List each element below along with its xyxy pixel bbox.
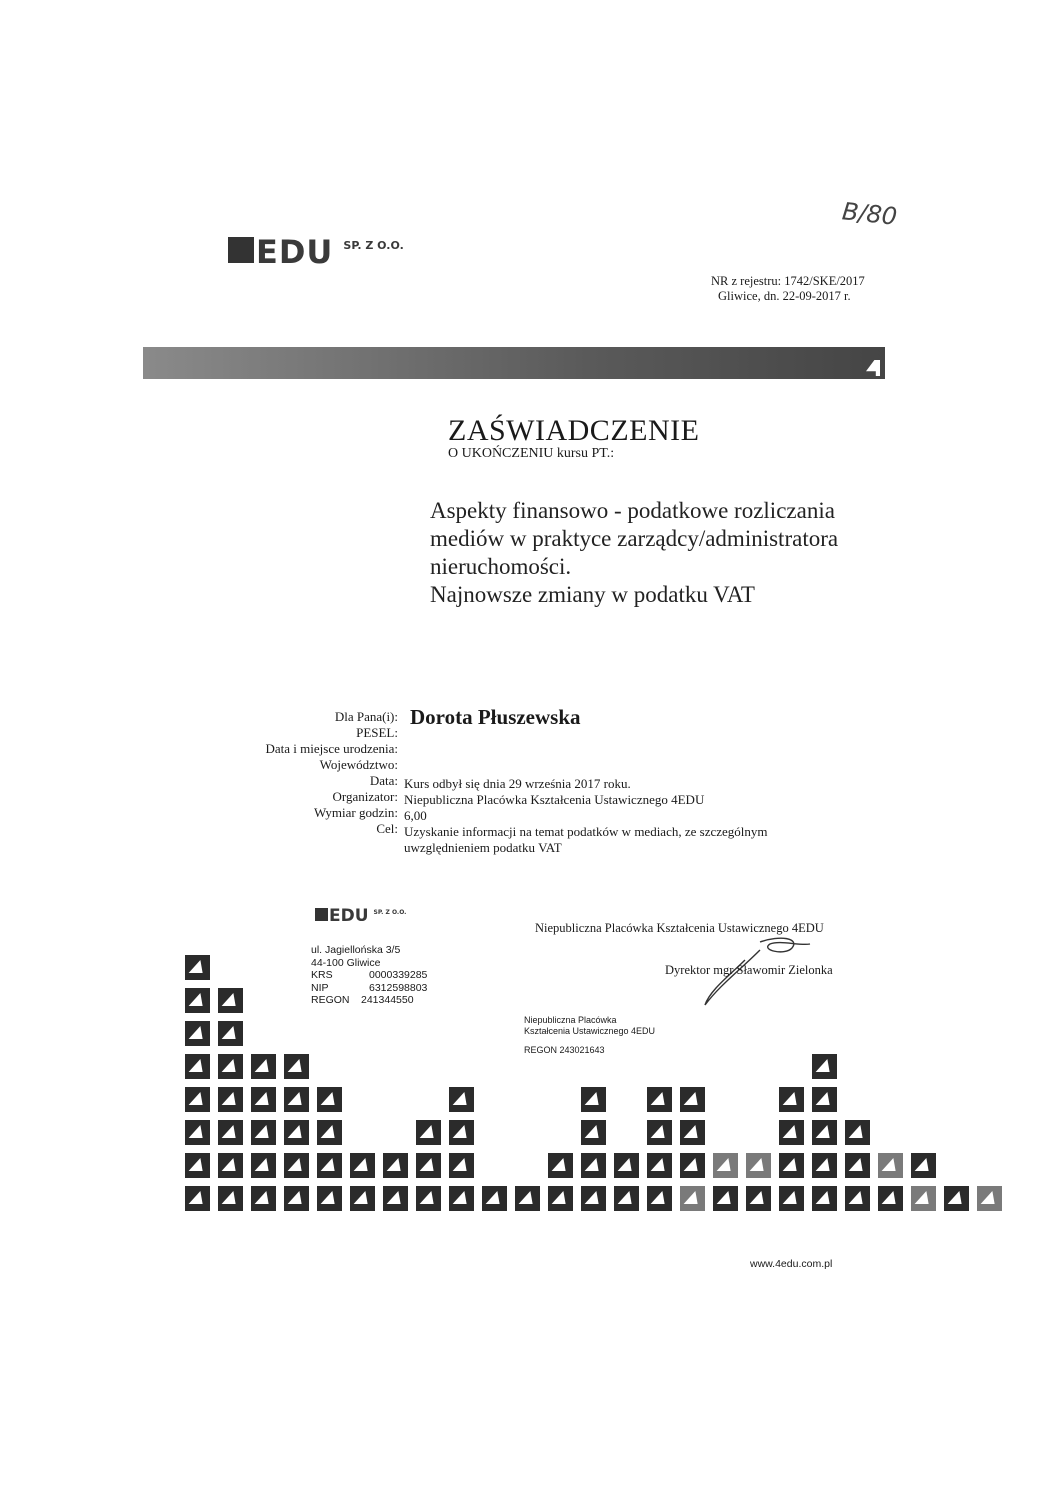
website: www.4edu.com.pl: [750, 1258, 833, 1270]
stamp-line1: Niepubliczna Placówka: [524, 1015, 617, 1025]
tile-icon: [647, 1087, 672, 1112]
tile-icon: [779, 1153, 804, 1178]
tile-icon: [185, 1186, 210, 1211]
label-organizer: Organizator:: [332, 789, 398, 804]
tile-icon: [779, 1120, 804, 1145]
tile-icon: [680, 1186, 705, 1211]
tile-icon: [614, 1153, 639, 1178]
label-voivodeship: Województwo:: [319, 757, 398, 772]
logo-text: EDU: [256, 233, 334, 271]
field-labels: [266, 709, 398, 837]
tile-icon: [218, 1186, 243, 1211]
tile-icon: [284, 1186, 309, 1211]
tile-icon: [416, 1153, 441, 1178]
tile-icon: [977, 1186, 1002, 1211]
tile-icon: [317, 1087, 342, 1112]
tile-icon: [350, 1186, 375, 1211]
tile-icon: [812, 1186, 837, 1211]
footer-logo: [315, 906, 406, 926]
nip-row: [311, 982, 427, 995]
tile-icon: [185, 1021, 210, 1046]
tile-icon: [350, 1153, 375, 1178]
tile-icon: [713, 1186, 738, 1211]
certificate-title: ZAŚWIADCZENIE: [448, 414, 700, 447]
company-logo: [228, 233, 404, 271]
tile-icon: [383, 1186, 408, 1211]
tile-icon: [284, 1120, 309, 1145]
tile-icon: [317, 1186, 342, 1211]
value-hours: 6,00: [404, 808, 427, 823]
tile-icon: [416, 1120, 441, 1145]
tile-icon: [251, 1153, 276, 1178]
footer-logo-text: EDU: [329, 906, 369, 926]
tile-icon: [251, 1120, 276, 1145]
tile-icon: [581, 1153, 606, 1178]
tile-icon: [284, 1087, 309, 1112]
tile-icon: [944, 1186, 969, 1211]
nip-label: NIP: [311, 981, 329, 994]
institution-name: Niepubliczna Placówka Kształcenia Ustawicznego 4EDU: [535, 921, 824, 935]
tile-icon: [680, 1153, 705, 1178]
label-hours: Wymiar godzin:: [313, 805, 398, 820]
tile-icon: [251, 1054, 276, 1079]
recipient-name: Dorota Płuszewska: [410, 705, 581, 729]
tile-icon: [185, 1153, 210, 1178]
tile-icon: [185, 988, 210, 1013]
tile-icon: [449, 1153, 474, 1178]
label-pesel: PESEL:: [356, 725, 398, 740]
handwritten-note: B/80: [840, 197, 899, 231]
regon-label: REGON: [311, 994, 350, 1006]
tile-icon: [812, 1120, 837, 1145]
tile-icon: [911, 1153, 936, 1178]
tile-icon: [680, 1087, 705, 1112]
tile-icon: [317, 1153, 342, 1178]
tile-icon: [812, 1054, 837, 1079]
tile-icon: [581, 1087, 606, 1112]
tile-icon: [581, 1186, 606, 1211]
stamp-regon: REGON 243021643: [524, 1045, 605, 1055]
regon-row: [311, 994, 427, 1007]
tile-icon: [911, 1186, 936, 1211]
krs-label: KRS: [311, 969, 333, 981]
course-line: nieruchomości.: [430, 554, 572, 579]
value-goal-line2: uwzględnieniem podatku VAT: [404, 840, 562, 855]
tile-icon: [185, 1054, 210, 1079]
register-number: NR z rejestru: 1742/SKE/2017: [711, 274, 865, 288]
tile-icon: [878, 1153, 903, 1178]
director-name: Dyrektor mgr Sławomir Zielonka: [665, 963, 833, 977]
footer-logo-mark-icon: [315, 908, 328, 921]
tile-icon: [251, 1186, 276, 1211]
tile-icon: [482, 1186, 507, 1211]
tile-icon: [647, 1153, 672, 1178]
tile-icon: [680, 1120, 705, 1145]
tile-icon: [317, 1120, 342, 1145]
tile-icon: [746, 1186, 771, 1211]
krs-value: 0000339285: [369, 969, 428, 981]
institution-stamp: [524, 1015, 655, 1056]
course-line: Aspekty finansowo - podatkowe rozliczania: [430, 498, 835, 523]
place-date: Gliwice, dn. 22-09-2017 r.: [718, 289, 851, 303]
tile-icon: [581, 1120, 606, 1145]
value-date: Kurs odbył się dnia 29 września 2017 roku.: [404, 776, 631, 791]
tile-icon: [218, 988, 243, 1013]
tile-icon: [449, 1087, 474, 1112]
value-organizer: Niepubliczna Placówka Kształcenia Ustawicznego 4EDU: [404, 792, 705, 807]
tile-icon: [548, 1153, 573, 1178]
tile-icon: [284, 1054, 309, 1079]
course-line: mediów w praktyce zarządcy/administratora: [430, 526, 839, 551]
tile-icon: [647, 1186, 672, 1211]
label-goal: Cel:: [376, 821, 398, 836]
logo-mark-icon: [228, 237, 254, 263]
logo-suffix: SP. Z O.O.: [343, 239, 404, 252]
tile-icon: [218, 1153, 243, 1178]
tile-icon: [218, 1087, 243, 1112]
certificate-subtitle: O UKOŃCZENIU kursu PT.:: [448, 446, 615, 461]
stamp-line2: Kształcenia Ustawicznego 4EDU: [524, 1026, 656, 1036]
tile-icon: [449, 1120, 474, 1145]
tile-icon: [713, 1153, 738, 1178]
tile-icon: [878, 1186, 903, 1211]
tile-icon: [218, 1120, 243, 1145]
nip-value: 6312598803: [369, 981, 428, 994]
address-line1: ul. Jagiellońska 3/5: [311, 944, 401, 956]
header-band: [143, 347, 885, 379]
tile-icon: [647, 1120, 672, 1145]
tile-icon: [779, 1186, 804, 1211]
course-line: Najnowsze zmiany w podatku VAT: [430, 582, 755, 607]
tile-icon: [185, 1087, 210, 1112]
tile-icon: [812, 1153, 837, 1178]
course-title: [430, 497, 838, 609]
regon-value: 241344550: [361, 994, 414, 1006]
tile-icon: [812, 1087, 837, 1112]
krs-row: [311, 969, 427, 982]
tile-icon: [548, 1186, 573, 1211]
tile-icon: [383, 1153, 408, 1178]
tile-icon: [746, 1153, 771, 1178]
label-birth: Data i miejsce urodzenia:: [265, 741, 398, 756]
tile-icon: [515, 1186, 540, 1211]
tile-icon: [251, 1087, 276, 1112]
label-date: Data:: [369, 773, 398, 788]
field-values: [404, 773, 768, 856]
tile-icon: [185, 1120, 210, 1145]
tile-icon: [845, 1186, 870, 1211]
value-goal-line1: Uzyskanie informacji na temat podatków w mediach, ze szczególnym: [404, 824, 768, 839]
tile-icon: [845, 1153, 870, 1178]
tile-icon: [416, 1186, 441, 1211]
label-for: Dla Pana(i):: [334, 709, 398, 724]
tile-icon: [845, 1120, 870, 1145]
tile-icon: [449, 1186, 474, 1211]
tile-icon: [614, 1186, 639, 1211]
address-line2: 44-100 Gliwice: [311, 956, 381, 969]
tile-icon: [218, 1021, 243, 1046]
company-address: [311, 944, 427, 1007]
tile-icon: [185, 955, 210, 980]
footer-logo-suffix: SP. Z O.O.: [373, 909, 407, 916]
tile-icon: [284, 1153, 309, 1178]
tile-icon: [779, 1087, 804, 1112]
tile-icon: [218, 1054, 243, 1079]
